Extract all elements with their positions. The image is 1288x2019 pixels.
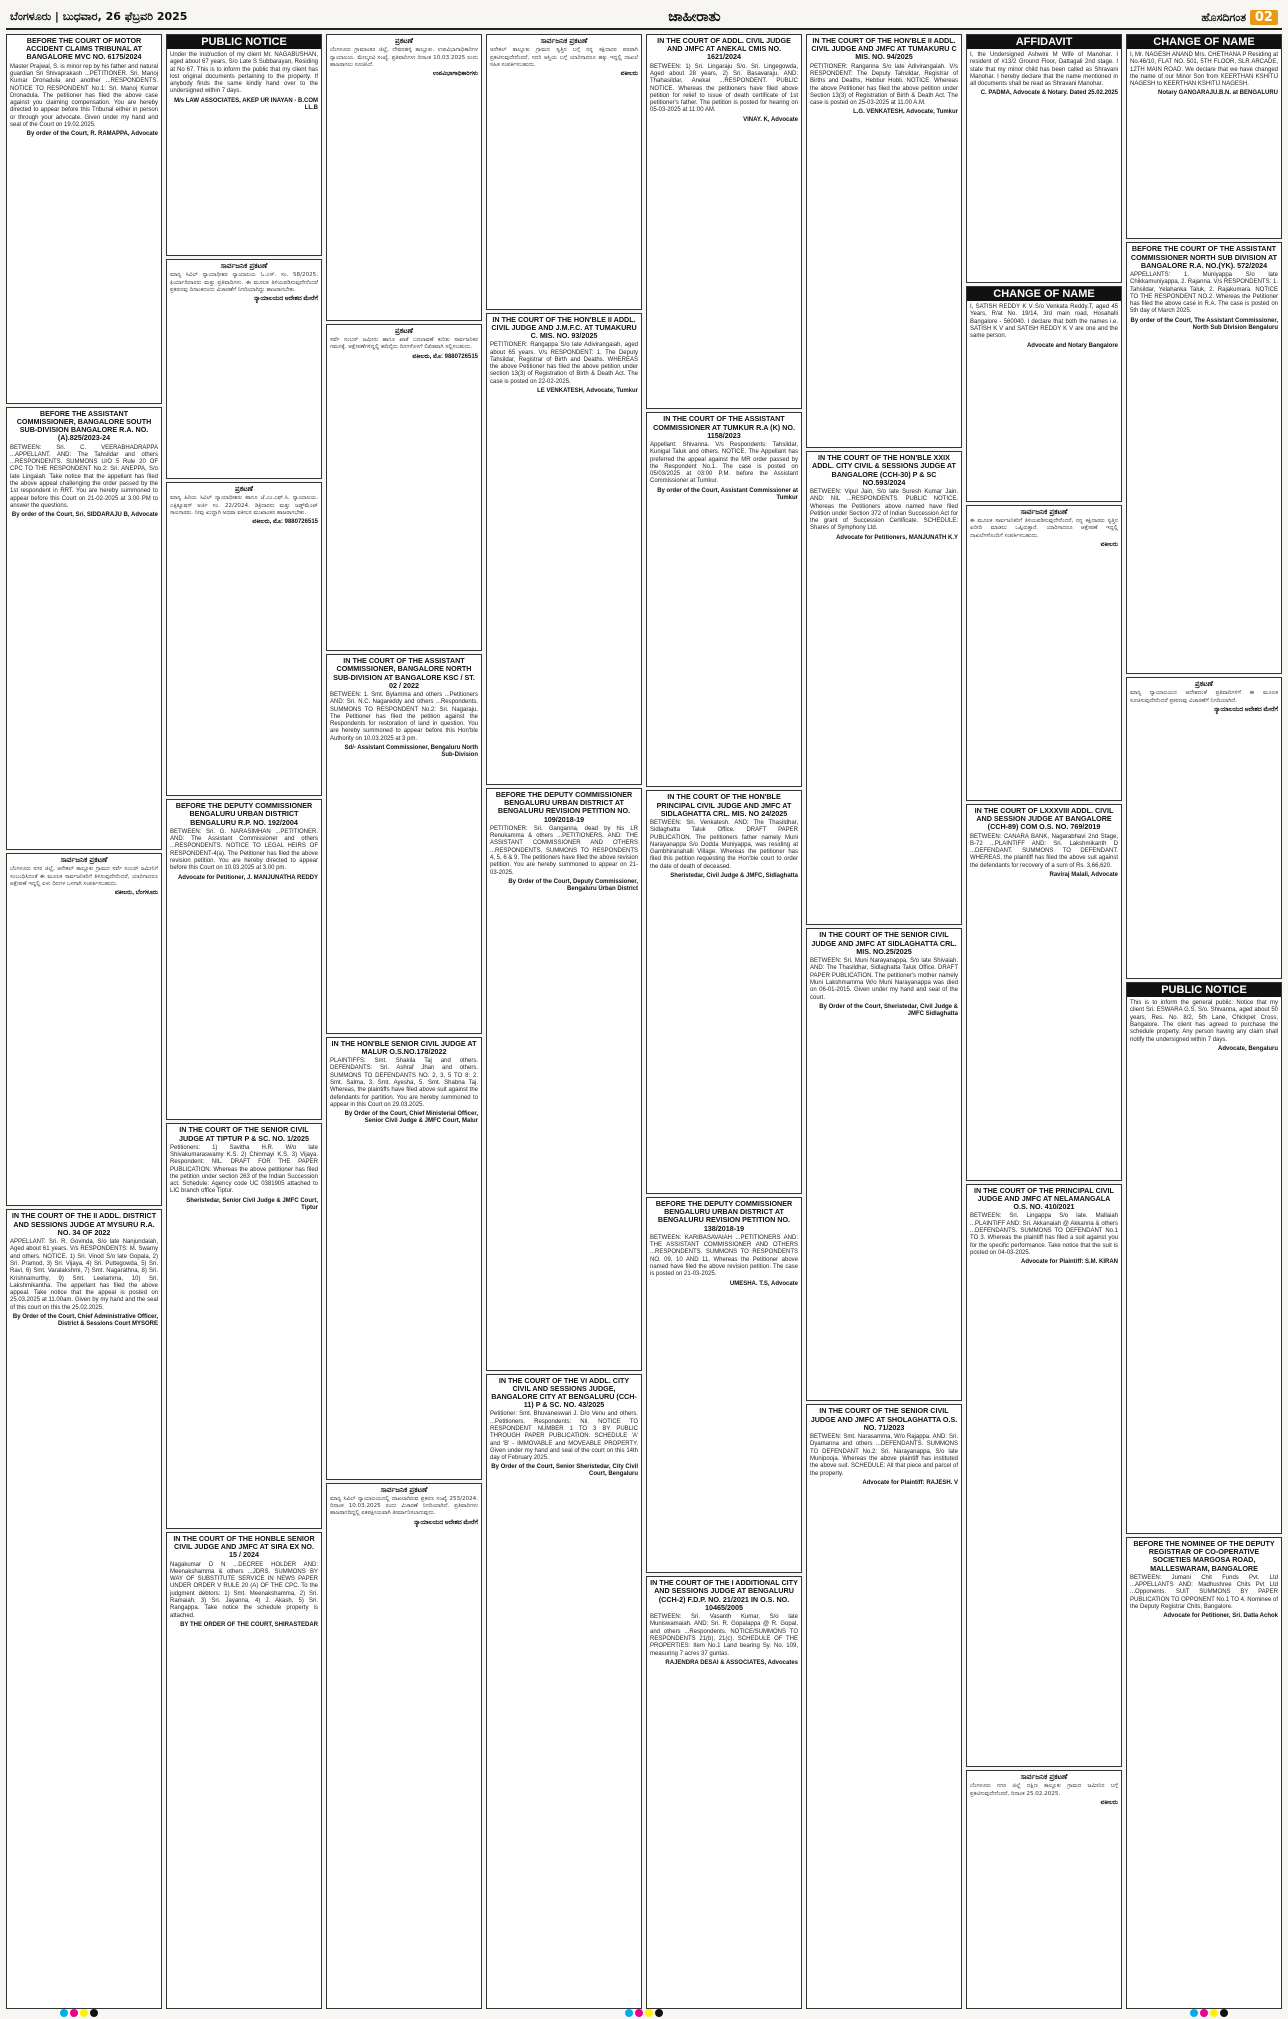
legal-notice — [966, 286, 1122, 502]
notice-signature: By Order of the Court, Chief Ministerial Officer, Senior Civil Judge & JMFC Court, Malur — [344, 1111, 478, 1125]
legal-notice — [966, 1184, 1122, 1767]
notice-body: Petitioners: 1) Savitha H.R. W/o late Shivakumaraswamy K.S. 2) Chinmayi K.S. 3) Vijaya. Respondent: NIL. DRAFT FOR THE PAPER PUBLICATION. Whereas the above petitioner has filed the petition under section 263 of the Indian Succession act. Schedule: Agency code UC 0381905 attached to LIC branch office Tiptur. — [170, 1144, 318, 1195]
notice-body: BETWEEN: 1. Smt. Bylamma and others ...Petitioners AND: Sri. N.C. Nagareddy and others ...Respondents. SUMMONS TO RESPONDENT No.2: Sri. Nagaraju. The Petitioner has filed the petition against the Respondents for restoration of land in question. You are hereby summoned to appear before this Hon'ble Authority on 10.03.2025 at 3 pm. — [330, 691, 478, 742]
notice-body: BETWEEN: Sri. Lingappa S/o late. Mallaiah ...PLAINTIFF AND: Sri. Akkanaiah @ Akkanna & others ...DEFENDANTS. SUMMONS TO DEFENDANT No.1 TO 3. Whereas the plaintiff has filed a suit against you for the specific performance. Take notice that the suit is posted on 04-03-2025. — [970, 1213, 1118, 1256]
notice-heading: ಸಾರ್ವಜನಿಕ ಪ್ರಕಟಣೆ — [380, 1484, 428, 1494]
notice-body: BETWEEN: Sri. Venkatesh. AND: The Thasildhar, Sidlaghatta Taluk Office. DRAFT PAPER PUBLICATION. The petitioners father namely Muni Narayanappa S/o Dodda Muniyappa, was residing at Gambhiranahalli Village. Whereas the petitioner has filed this petition requesting the Hon'ble court to order the date of death of deceased. — [650, 820, 798, 870]
notice-body: BETWEEN: Smt. Narasamma, W/o Rajappa. AND: Sri. Dyamanna and others ...DEFENDANTS. SUMMONS TO DEFENDANT No.2: Sri. Narayanappa, S/o late Munipooja. Whereas the above plaintiff has instituted the above suit. SCHEDULE: All that piece and parcel of the property. — [810, 1434, 958, 1477]
notice-body: ಬೆಂಗಳೂರು ಗ್ರಾಮಾಂತರ ಜಿಲ್ಲೆ, ದೇವನಹಳ್ಳಿ ತಾಲ್ಲೂಕು. ಉಪವಿಭಾಗಾಧಿಕಾರಿಗಳ ನ್ಯಾಯಾಲಯ. ಮೇಲ್ಮನವಿ ಸಂಖ್ಯೆ. ಪ್ರತಿವಾದಿಗಳು ದಿನಾಂಕ 10.03.2025 ರಂದು ಹಾಜರಾಗಲು ಸೂಚಿಸಿದೆ. — [330, 47, 478, 68]
legal-notice — [646, 790, 802, 1194]
notice-signature: Sheristedar, Senior Civil Judge & JMFC Court, Tiptur — [186, 1197, 318, 1211]
notice-signature: Advocate and Notary Bangalore — [1026, 342, 1118, 349]
legal-notice — [646, 1576, 802, 2009]
legal-notice — [486, 1374, 642, 2009]
notice-heading: IN THE COURT OF THE PRINCIPAL CIVIL JUDGE AND JMFC AT NELAMANGALA O.S. NO. 410/2021 — [974, 1185, 1114, 1212]
notice-body: Master Prajwal, S. is minor rep by his father and natural guardian Sri Shivaprakash ...PETITIONER. Sri. Manoj Kumar Dronadula and another ...RESPONDENTS. NOTICE TO RESPONDENT No.1: Sri. Manoj Kumar Dronadula. The petitioner has filed the above case against you claiming compensation. You are hereby directed to appear before this Tribunal either in person or through your advocate. Given under my hand and seal of the Court on 19.02.2025. — [10, 63, 158, 128]
notice-signature: Raviraj Malali, Advocate — [1049, 872, 1118, 879]
notice-body: PETITIONER: Sri. Ganganna, dead by his LR Renukamma & others ...PETITIONERS. AND: THE ASSISTANT COMMISSIONER AND OTHERS ...RESPONDENTS. SUMMONS TO RESPONDENTS 4, 5, 6 & 9. The petitioners have filed the above revision petition. You are hereby summoned to appear on 21-03-2025. — [490, 825, 638, 876]
notice-heading: IN THE COURT OF THE ASSISTANT COMMISSIONER AT TUMKUR R.A (K) NO. 1158/2023 — [653, 414, 795, 440]
notice-signature: M/s LAW ASSOCIATES, AKEP UR INAYAN - B.COM LL.B — [174, 97, 318, 111]
notice-heading: BEFORE THE DEPUTY COMMISSIONER BENGALURU URBAN DISTRICT AT BENGALURU REVISION PETITION NO. 109/2018-19 — [495, 789, 633, 824]
notice-signature: By order of the Court, R. RAMAPPA, Advocate — [26, 131, 158, 138]
masthead-brand: ಹೊಸದಿಗಂತ 02 — [1201, 10, 1278, 25]
notice-body: PETITIONER: Rangappa S/o late Adivirangaiah, aged about 65 years. V/s RESPONDENT: 1. The Deputy Tahsildar, Registrar of Birth and Deaths. WHEREAS the above Petitioner has filed the above petition under section 13(3) of Registration of Birth & Death Act. The case is posted on 22-02-2025. — [490, 342, 638, 385]
notice-body: BETWEEN: KARIBASAVAIAH ...PETITIONERS AND: THE ASSISTANT COMMISSIONER AND OTHERS ...RESPONDENTS. SUMMONS TO RESPONDENTS NO. 09, 10 AND 11. Whereas the Petitioner above named have filed the above revision petition. The case is posted on 21-03-2025. — [650, 1234, 798, 1278]
masthead-date: ಬೆಂಗಳೂರು | ಬುಧವಾರ, 26 ಫೆಬ್ರವರಿ 2025 — [10, 10, 188, 23]
notice-signature: C. PADMA, Advocate & Notary. Dated 25.02.2025 — [980, 90, 1118, 97]
notice-heading: ಪ್ರಕಟಣೆ — [234, 484, 254, 494]
legal-notice — [166, 799, 322, 1120]
notice-signature: By Order of the Court, Sheristedar, Civil Judge & JMFC Sidlaghatta — [819, 1003, 958, 1017]
notice-heading: ಸಾರ್ವಜನಿಕ ಪ್ರಕಟಣೆ — [1020, 506, 1068, 516]
legal-notice — [966, 505, 1122, 801]
notice-body: ಈ ಮೂಲಕ ಸಾರ್ವಜನಿಕರಿಗೆ ತಿಳಿಯಪಡಿಸುವುದೇನೆಂದರೆ, ನನ್ನ ಕಕ್ಷಿದಾರರು ಸ್ವತ್ತಿನ ಖರೀದಿ ಮಾಡಲು ಒಪ್ಪಿರುತ್ತಾರೆ. ಯಾರಿಗಾದರೂ ಆಕ್ಷೇಪಣೆ ಇದ್ದಲ್ಲಿ ದಾಖಲೆಗಳೊಂದಿಗೆ ಸಂಪರ್ಕಿಸಬಹುದು. — [970, 518, 1118, 539]
notice-signature: Advocate for Petitioner, J. MANJUNATHA REDDY — [177, 874, 318, 881]
notice-heading: BEFORE THE NOMINEE OF THE DEPUTY REGISTRAR OF CO-OPERATIVE SOCIETIES MARGOSA ROAD, MALLESWARAM, BANGALORE — [1133, 1539, 1275, 1573]
notice-signature: Advocate for Petitioners, MANJUNATH K.Y — [836, 534, 958, 541]
notice-signature: UMESHA. T.S, Advocate — [729, 1280, 798, 1287]
notice-signature: ವಕೀಲರು — [620, 71, 638, 78]
notice-body: BETWEEN: Vipul Jain, S/o late Suresh Kumar Jain. AND: NIL ...RESPONDENTS. PUBLIC NOTICE. Whereas the Petitioners above named have filed Petition under Section 372 of Indian Succession Act for the grant of Succession Certificate. SCHEDULE: Shares of Symphony Ltd. — [810, 488, 958, 532]
notice-body: BETWEEN: CANARA BANK, Nagarabhavi 2nd Stage, B-72 ...PLAINTIFF AND: Sri. Lakshmikanth D ...DEFENDANT. SUMMONS TO DEFENDANT. WHEREAS, the plaintiff has filed the above suit against the defendants for recovery of a sum of Rs. 3,66,620. — [970, 833, 1118, 869]
legal-notice — [1126, 982, 1282, 1534]
notice-signature: ವಕೀಲರು, ಬೆಂಗಳೂರು — [114, 890, 158, 897]
masthead — [6, 6, 1282, 30]
notice-body: I, Mr. NAGESH ANAND Mrs. CHETHANA P Residing at No.46/10, FLAT NO. 501, 5TH FLOOR, SLR ARCADE, 12TH MAIN ROAD. We declare that we have changed the name of our Minor Son from KEERTHAN KSHITIJ NAGESH to KEERTHAN KSHITIJ NAGESH. — [1130, 52, 1278, 88]
notice-body: ಬೆಂಗಳೂರು ನಗರ ಜಿಲ್ಲೆ, ಆನೇಕಲ್ ತಾಲ್ಲೂಕು ಗ್ರಾಮದ ಸರ್ವೆ ನಂಬರ್ ಜಮೀನಿಗೆ ಸಂಬಂಧಿಸಿದಂತೆ ಈ ಮೂಲಕ ಸಾರ್ವಜನಿಕರಿಗೆ ತಿಳಿಸುವುದೇನೆಂದರೆ, ಯಾರಿಗಾದರೂ ಆಕ್ಷೇಪಣೆ ಇದ್ದಲ್ಲಿ ಏಳು ದಿನಗಳ ಒಳಗಾಗಿ ಸಂಪರ್ಕಿಸಬಹುದು. — [10, 866, 158, 888]
notice-signature: By Order of the Court, Senior Sheristedar, City Civil Court, Bengaluru — [491, 1464, 638, 1478]
notice-body: BETWEEN: Jumani Chit Funds Pvt. Ltd ...APPELLANTS AND: Madhushree Chits Pvt Ltd ...Opponents. SUIT SUMMONS BY PAPER PUBLICATION TO OPPONENT No.1 TO 4. Nominee of the Deputy Registrar Chits, Bangalore. — [1130, 1574, 1278, 1611]
legal-notice — [166, 1123, 322, 1529]
notice-heading: IN THE COURT OF THE SENIOR CIVIL JUDGE AND JMFC AT SIDLAGHATTA CRL. MIS. NO.25/2025 — [811, 930, 957, 956]
notice-signature: L.G. VENKATESH, Advocate, Tumkur — [853, 109, 958, 116]
legal-notice — [6, 407, 162, 851]
notice-heading: PUBLIC NOTICE — [1127, 983, 1281, 997]
notice-columns — [6, 34, 1282, 2009]
notice-heading: ಸಾರ್ವಜನಿಕ ಪ್ರಕಟಣೆ — [1020, 1772, 1068, 1782]
notice-signature: ನ್ಯಾಯಾಲಯದ ಆದೇಶದ ಮೇರೆಗೆ — [414, 1519, 478, 1526]
legal-notice — [486, 313, 642, 785]
notice-body: PLAINTIFFS: Smt. Shakila Taj and others. DEFENDANTS: Sri. Ashraf Jhan and others. SUMMONS TO DEFENDANTS NO. 2, 3, 5 TO 8: 2. Smt. Salma, 3. Smt. Ayesha, 5. Smt. Shabna Taj. Whereas, the plaintiffs have filed above suit against the defendants for partition. You are hereby summoned to appear in this Court on 29.03.2025. — [330, 1058, 478, 1108]
notice-heading: PUBLIC NOTICE — [167, 35, 321, 49]
notice-heading: IN THE COURT OF THE HON'BLE II ADDL. CIVIL JUDGE AND JMFC AT TUMAKURU C MIS. NO. 94/2025 — [811, 36, 957, 62]
notice-heading: ಸಾರ್ವಜನಿಕ ಪ್ರಕಟಣೆ — [60, 855, 108, 865]
notice-heading: BEFORE THE DEPUTY COMMISSIONER BENGALURU URBAN DISTRICT BENGALURU R.P. NO. 192/2004 — [175, 801, 313, 827]
legal-notice — [1126, 1537, 1282, 2009]
notice-heading: IN THE COURT OF THE II ADDL. DISTRICT AND SESSIONS JUDGE AT MYSURU R.A. NO. 34 OF 2022 — [11, 1211, 157, 1237]
legal-notice — [326, 654, 482, 1034]
print-registration-marks — [0, 2007, 1288, 2019]
notice-body: I, SATISH REDDY K V S/o Venkata Reddy.T, aged 45 Years, R/at No. 19/14, 3rd main road, Hosahalli Bangalore - 560040. I declare that both the names i.e. SATISH K V and SATISH REDDY K V are one and the same person. — [970, 304, 1118, 340]
notice-heading: ಪ್ರಕಟಣೆ — [1194, 679, 1214, 689]
notice-body: Appellant: Shivanna. V/s Respondents: Tahsildar, Kunigal Taluk and others. NOTICE. The Appellant has preferred the appeal against the MR order passed by the Respondent No.1. The case is posted on 05/03/2025 at 03:00 P.M. before the Assistant Commissioner at Tumkur. — [650, 441, 798, 485]
page-number: 02 — [1250, 10, 1278, 25]
notice-heading: ಪ್ರಕಟಣೆ — [394, 36, 414, 45]
legal-notice — [6, 34, 162, 404]
notice-signature: ವಕೀಲರು — [1100, 1799, 1118, 1806]
legal-notice — [806, 451, 962, 925]
notice-signature: By order of the Court, Sri. SIDDARAJU B, Advocate — [11, 512, 158, 519]
notice-body: BETWEEN: Sri. Vasanth Kumar, S/o late Muniswamaiah. AND: Sri. R. Gopalappa @ R. Gopal, and others ...Respondents. NOTICE/SUMMONS TO RESPONDENTS 21(b), 21(c). SCHEDULE OF THE PROPERTIES: Item No.1 Land bearing Sy. No. 109, measuring 7 acres 37 guntas. — [650, 1614, 798, 1657]
legal-notice — [966, 1770, 1122, 2009]
column-7 — [966, 34, 1122, 2009]
legal-notice — [1126, 34, 1282, 239]
notice-heading: IN THE COURT OF THE VI ADDL. CITY CIVIL AND SESSIONS JUDGE, BANGALORE CITY AT BENGALURU (CCH-11) P & SC. NO. 43/2025 — [491, 1375, 637, 1410]
notice-body: BETWEEN: 1) Sri. Lingaraju S/o. Sri. Lingegowda, Aged about 28 years, 2) Sri. Basavaraju. AND: Thahasildar, Anekal ...RESPONDENT. PUBLIC NOTICE. Whereas the petitioners have filed above petition for relief to issue of death certificate of 1st petitioner's father. The petition is posted for hearing on 05-03-2025 at 11:00 AM. — [650, 63, 798, 114]
notice-body: PETITIONER: Ranganna S/o late Adivirangaiah. V/s RESPONDENT: The Deputy Tahsildar, Registrar of Births and Deaths, Hebbur Hobli. NOTICE. Whereas the above Petitioner has filed the above petition under Section 13(3) of Registration of Birth & Death Act. The case is posted on 25-03-2025 at 11.00 A.M. — [810, 63, 958, 107]
legal-notice — [806, 1404, 962, 2009]
notice-signature: By Order of the Court, Chief Administrative Officer, District & Sessions Court MYSORE — [12, 1314, 158, 1328]
notice-signature: Advocate, Bengaluru — [1217, 1045, 1278, 1052]
notice-signature: Notary GANGARAJU.B.N. at BENGALURU — [1157, 90, 1278, 97]
notice-signature: ಉಪವಿಭಾಗಾಧಿಕಾರಿಗಳು — [432, 71, 478, 78]
legal-notice — [166, 34, 322, 256]
notice-signature: BY THE ORDER OF THE COURT, SHIRASTEDAR — [180, 1621, 318, 1628]
column-6 — [806, 34, 962, 2009]
notice-heading: BEFORE THE DEPUTY COMMISSIONER BENGALURU URBAN DISTRICT AT BENGALURU REVISION PETITION NO. 138/2018-19 — [655, 1199, 793, 1233]
notice-body: This is to inform the general public: Notice that my client Sri. ESWARA G.S. S/o. Shivanna, aged about 50 years, Res. No. 8/2, 5th Lane, Chickpet Cross, Bangalore. The client has agreed to purchase the schedule property. Any person having any claim shall notify the undersigned within 7 days. — [1130, 1000, 1278, 1043]
column-8 — [1126, 34, 1282, 2009]
notice-body: BETWEEN: Sri. G. NARASIMHAN ...PETITIONER. AND: The Assistant Commissioner and others ...RESPONDENTS. NOTICE TO LEGAL HEIRS OF RESPONDENT-4(a). The Petitioner has filed the above revision petition. You are hereby directed to appear before this Court on 10.03.2025 at 3.00 pm. — [170, 828, 318, 872]
notice-heading: IN THE COURT OF THE I ADDITIONAL CITY AND SESSIONS JUDGE AT BENGALURU (CCH-2) F.D.P. NO. 21/2021 IN O.S. NO. 10465/2005 — [650, 1578, 798, 1612]
notice-body: ಅನೇಕಲ್ ತಾಲ್ಲೂಕು ಗ್ರಾಮದ ಸ್ವತ್ತಿನ ಬಗ್ಗೆ ನನ್ನ ಕಕ್ಷಿದಾರರ ಪರವಾಗಿ ಪ್ರಕಟಿಸುವುದೇನೆಂದರೆ, ಸದರಿ ಆಸ್ತಿಯ ಬಗ್ಗೆ ಯಾರಿಗಾದರೂ ಹಕ್ಕು ಇದ್ದಲ್ಲಿ ದಾಖಲೆ ಸಹಿತ ಸಂಪರ್ಕಿಸಬಹುದು. — [490, 47, 638, 68]
column-1 — [6, 34, 162, 2009]
notice-body: ಮಾನ್ಯ ಸಿವಿಲ್ ನ್ಯಾಯಾಧೀಶರ ನ್ಯಾಯಾಲಯ ಓ.ಎಸ್. ಸಂ. 58/2025. ಫಿರ್ಯಾದಿದಾರರು ಮತ್ತು ಪ್ರತಿವಾದಿಗಳು. ಈ ಮೂಲಕ ತಿಳಿಯಪಡಿಸುವುದೇನೆಂದರೆ ಪ್ರಕರಣವು ದಿನಾಂಕದಂದು ವಿಚಾರಣೆಗೆ ನಿಗದಿಯಾಗಿದ್ದು ಹಾಜರಾಗಬೇಕು. — [170, 272, 318, 293]
notice-signature: Sd/- Assistant Commissioner, Bengaluru North Sub-Division — [344, 745, 478, 759]
legal-notice — [326, 1037, 482, 1480]
notice-body: ಮಾನ್ಯ ನ್ಯಾಯಾಲಯದ ಆದೇಶದಂತೆ ಪ್ರತಿವಾದಿಗಳಿಗೆ ಈ ಮೂಲಕ ಸೂಚಿಸುವುದೇನೆಂದರೆ ಪ್ರಕರಣವು ವಿಚಾರಣೆಗೆ ನಿಗದಿಯಾಗಿದೆ. — [1130, 690, 1278, 704]
notice-signature: RAJENDRA DESAI & ASSOCIATES, Advocates — [665, 1659, 798, 1666]
legal-notice — [166, 482, 322, 796]
notice-signature: ನ್ಯಾಯಾಲಯದ ಆದೇಶದ ಮೇರೆಗೆ — [1214, 706, 1278, 713]
notice-heading: IN THE COURT OF THE HONBLE SENIOR CIVIL JUDGE AND JMFC AT SIRA EX NO. 15 / 2024 — [173, 1533, 315, 1560]
legal-notice — [166, 1532, 322, 2009]
registration-right — [1190, 2009, 1228, 2017]
notice-heading: IN THE COURT OF THE HON'BLE XXIX ADDL. CITY CIVIL & SESSIONS JUDGE AT BANGALORE (CCH-30) P & SC NO.593/2024 — [812, 453, 956, 487]
notice-heading: BEFORE THE COURT OF MOTOR ACCIDENT CLAIMS TRIBUNAL AT BANGALORE MVC NO. 6175/2024 — [25, 36, 143, 62]
notice-heading: IN THE HON'BLE SENIOR CIVIL JUDGE AT MALUR O.S.NO.178/2022 — [331, 1038, 477, 1056]
column-5 — [646, 34, 802, 2009]
notice-body: ಮಾನ್ಯ ಹಿರಿಯ ಸಿವಿಲ್ ನ್ಯಾಯಾಧೀಶರು ಹಾಗೂ ಜೆ.ಎಂ.ಎಫ್.ಸಿ. ನ್ಯಾಯಾಲಯ. ಎಕ್ಸಿಕ್ಯೂಷನ್ ಅರ್ಜಿ ಸಂ. 22/2024. ಡಿಕ್ರಿದಾರರು ಮತ್ತು ಜಡ್ಜ್‌ಮೆಂಟ್ ಸಾಲಗಾರರು. ನೀವು ಖುದ್ದಾಗಿ ಅಥವಾ ವಕೀಲರ ಮುಖಾಂತರ ಹಾಜರಾಗಬೇಕು. — [170, 495, 318, 516]
notice-heading: ಸಾರ್ವಜನಿಕ ಪ್ರಕಟಣೆ — [220, 261, 268, 271]
notice-body: ಮಾನ್ಯ ಸಿವಿಲ್ ನ್ಯಾಯಾಲಯದಲ್ಲಿ ದಾಖಲಾಗಿರುವ ಪ್ರಕರಣ ಸಂಖ್ಯೆ 253/2024. ದಿನಾಂಕ 10.03.2025 ರಂದು ವಿಚಾರಣೆ ನಿಗದಿಯಾಗಿದೆ. ಪ್ರತಿವಾದಿಗಳು ಹಾಜರಾಗದಿದ್ದಲ್ಲಿ ಏಕಪಕ್ಷೀಯವಾಗಿ ತೀರ್ಮಾನಿಸಲಾಗುವುದು. — [330, 1495, 478, 1517]
legal-notice — [646, 412, 802, 787]
notice-signature: Advocate for Plaintiff: S.M. KIRAN — [1020, 1259, 1118, 1266]
legal-notice — [966, 34, 1122, 283]
notice-heading: BEFORE THE ASSISTANT COMMISSIONER, BANGALORE SOUTH SUB-DIVISION BANGALORE R.A. NO.(A).825/2023-24 — [16, 408, 152, 443]
notice-body: APPELLANTS: 1. Muniyappa S/o late Chikkamuniyappa, 2. Rajanna. V/s RESPONDENTS: 1. Tahsildar, Yelahanka Taluk, 2. Rajakumara. NOTICE TO THE RESPONDENT NO.2. Whereas the Petitioner has filed the above case in R.A. The case is posted on 5th day of March 2025. — [1130, 271, 1278, 315]
notice-body: BETWEEN: Sri. Muni Narayanappa, S/o late Shivaiah. AND: The Thasildhar, Sidlaghatta Taluk Office. DRAFT PAPER PUBLICATION. The petitioner's mother namely Muni Lakshmamma W/o Muni Narayanappa was died on 06-01-2015. Given under my hand and seal of the court. — [810, 958, 958, 1001]
notice-signature: ವಕೀಲರು — [1100, 542, 1118, 548]
notice-signature: ವಕೀಲರು, ಮೊ: 9880726515 — [412, 353, 478, 360]
notice-signature: By Order of the Court, Deputy Commissioner, Bengaluru Urban District — [508, 878, 638, 892]
notice-signature: ವಕೀಲರು, ಮೊ: 9880726515 — [252, 519, 318, 526]
legal-notice — [1126, 242, 1282, 674]
notice-heading: BEFORE THE COURT OF THE ASSISTANT COMMISSIONER NORTH SUB DIVISION AT BANGALORE R.A. NO.(YK). 572/2024 — [1130, 244, 1278, 270]
column-2 — [166, 34, 322, 2009]
masthead-section: ಜಾಹೀರಾತು — [668, 9, 721, 25]
notice-heading: IN THE COURT OF THE HON'BLE II ADDL. CIVIL JUDGE AND J.M.F.C. AT TUMAKURU C. MIS. NO. 93/2025 — [491, 314, 637, 341]
notice-signature: ನ್ಯಾಯಾಲಯದ ಆದೇಶದ ಮೇರೆಗೆ — [254, 296, 318, 303]
notice-signature: VINAY. K, Advocate — [743, 116, 798, 123]
legal-notice — [166, 259, 322, 479]
legal-notice — [326, 1483, 482, 2009]
column-4 — [486, 34, 642, 2009]
registration-left — [60, 2009, 98, 2017]
notice-heading: IN THE COURT OF ADDL. CIVIL JUDGE AND JMFC AT ANEKAL CMIS NO. 1621/2024 — [657, 36, 791, 62]
notice-heading: CHANGE OF NAME — [1127, 35, 1281, 49]
legal-notice — [646, 34, 802, 409]
notice-heading: IN THE COURT OF LXXXVIII ADDL. CIVIL AND SESSION JUDGE AT BANGALORE (CCH-89) COM O.S. NO. 769/2019 — [974, 805, 1114, 832]
legal-notice — [486, 788, 642, 1371]
legal-notice — [486, 34, 642, 310]
notice-heading: CHANGE OF NAME — [967, 287, 1121, 301]
notice-heading: ಪ್ರಕಟಣೆ — [394, 325, 414, 335]
registration-mid — [625, 2009, 663, 2017]
notice-heading: IN THE COURT OF THE HON'BLE PRINCIPAL CIVIL JUDGE AND JMFC AT SIDLAGHATTA CRL. MIS. NO 24/2025 — [656, 792, 792, 818]
notice-heading: AFFIDAVIT — [967, 35, 1121, 49]
notice-body: Under the instruction of my client Mr. NAGABUSHAN, aged about 67 years, S/o Late S Subbarayan, Residing at No 67. This is to inform the public that my client has lost original documents pertaining to the property. If anybody finds the same kindly hand over to the undersigned within 7 days. — [170, 52, 318, 95]
notice-signature: By order of the Court, The Assistant Commissioner, North Sub Division Bengaluru — [1130, 317, 1278, 331]
notice-signature: LE VENKATESH, Advocate, Tumkur — [537, 388, 638, 395]
legal-notice — [6, 1209, 162, 2009]
column-3 — [326, 34, 482, 2009]
legal-notice — [806, 928, 962, 1401]
notice-signature: Sheristedar, Civil Judge & JMFC, Sidlaghatta — [670, 873, 798, 880]
notice-body: Petitioner: Smt. Bhuvaneswari J. D/o Venu and others. ...Petitioners. Respondents: Nil. NOTICE TO RESPONDENT NUMBER 1 TO 3 BY PUBLIC THROUGH PAPER PUBLICATION. SCHEDULE 'A' and 'B' - IMMOVABLE and MOVEABLE PROPERTY. Given under my hand and seal of the court on this 14th day of February 2025. — [490, 1411, 638, 1462]
notice-body: I, the Undersigned Ashwini M Wife of Manohar. I resident of #13/2 Ground Floor, Dattagali 2nd stage. I state that my minor child has been called as Shravani Manohar. I hereby declare that the name mentioned in all documents shall be read as Shravani Manohar. — [970, 52, 1118, 88]
notice-body: ಸರ್ವೆ ನಂಬರ್ ಜಮೀನು ಹಾಗೂ ಖಾತೆ ಬದಲಾವಣೆ ಕುರಿತು ಸಾರ್ವಜನಿಕರ ಗಮನಕ್ಕೆ. ಆಕ್ಷೇಪಣೆಗಳಿದ್ದಲ್ಲಿ ಹದಿನೈದು ದಿನಗಳೊಳಗೆ ಲಿಖಿತವಾಗಿ ಸಲ್ಲಿಸಬಹುದು. — [330, 336, 478, 351]
legal-notice — [646, 1197, 802, 1573]
legal-notice — [806, 34, 962, 448]
notice-body: Nagakumar D N ...DECREE HOLDER AND: Meenakshamma & others ...JDRS. SUMMONS BY WAY OF SUBSTITUTE SERVICE IN NEWS PAPER UNDER ORDER V RULE 20 (A) OF THE CPC. To the judgment debtors: 1) Smt. Meenakshamma, 2) Sri. Ramaiah, 3) Sri. Jayanna, 4) J. Akash, 5) Sri. Rangappa. Take notice the schedule property is attached. — [170, 1561, 318, 1619]
notice-signature: Advocate for Plaintiff: RAJESH. V — [862, 1479, 958, 1486]
notice-heading: IN THE COURT OF THE ASSISTANT COMMISSIONER, BANGALORE NORTH SUB-DIVISION AT BANGALORE KSC / ST. 02 / 2022 — [333, 656, 475, 690]
legal-notice — [1126, 677, 1282, 979]
notice-body: APPELLANT: Sri. R. Govinda, S/o late Nanjundaiah, Aged about 61 years. V/s RESPONDENTS: M. Swamy and others. NOTICE. 1) Sri. Vinod S/o late Gopala, 2) Sri. Pramod, 3) Sri. Vijaya, 4) Sri. Puttegowda, 5) Sri. Ravi, 6) Smt. Varalakshmi, 7) Smt. Nagarathna, 8) Sri. Krishnamurthy, 9) Smt. Leelamma, 10) Sri. Lakshmikantha. The appellant has filed the above appeal. Take notice that the appeal is posted on 25.03.2025 at 11.00am. Given by my hand and the seal of this court on this the 25.02.2025. — [10, 1239, 158, 1311]
legal-notice — [326, 34, 482, 321]
notice-heading: IN THE COURT OF THE SENIOR CIVIL JUDGE AND JMFC AT SHOLAGHATTA O.S. NO. 71/2023 — [810, 1406, 958, 1432]
legal-notice — [6, 853, 162, 1206]
legal-notice — [326, 324, 482, 651]
notice-body: ಬೆಂಗಳೂರು ನಗರ ಜಿಲ್ಲೆ ದಕ್ಷಿಣ ತಾಲ್ಲೂಕು ಗ್ರಾಮದ ಜಮೀನಿನ ಬಗ್ಗೆ ಪ್ರಕಟಿಸುವುದೇನೆಂದರೆ, ದಿನಾಂಕ 25.02.2025. — [970, 1783, 1118, 1797]
notice-signature: Advocate for Petitioner, Sri. Datla Achok — [1163, 1613, 1278, 1620]
notice-signature: By order of the Court, Assistant Commissioner at Tumkur — [657, 487, 798, 501]
notice-heading: IN THE COURT OF THE SENIOR CIVIL JUDGE AT TIPTUR P & SC. NO. 1/2025 — [178, 1125, 310, 1143]
notice-heading: ಸಾರ್ವಜನಿಕ ಪ್ರಕಟಣೆ — [540, 36, 588, 45]
legal-notice — [966, 804, 1122, 1181]
notice-body: BETWEEN: Sri. C. VEERABHADRAPPA ...APPELLANT. AND: The Tahsildar and others ...RESPONDENTS. SUMMONS U/O 5 Rule 20 OF CPC TO THE RESPONDENT No.2: Sri. ANEPPA, S/o late Lingaiah. Take notice that the appellant has filed the above appeal challenging the order passed by the 1st respondent in RRT. You are hereby summoned to appear before this Court on 21-02-2025 at 3.00 PM to answer the questions. — [10, 444, 158, 509]
